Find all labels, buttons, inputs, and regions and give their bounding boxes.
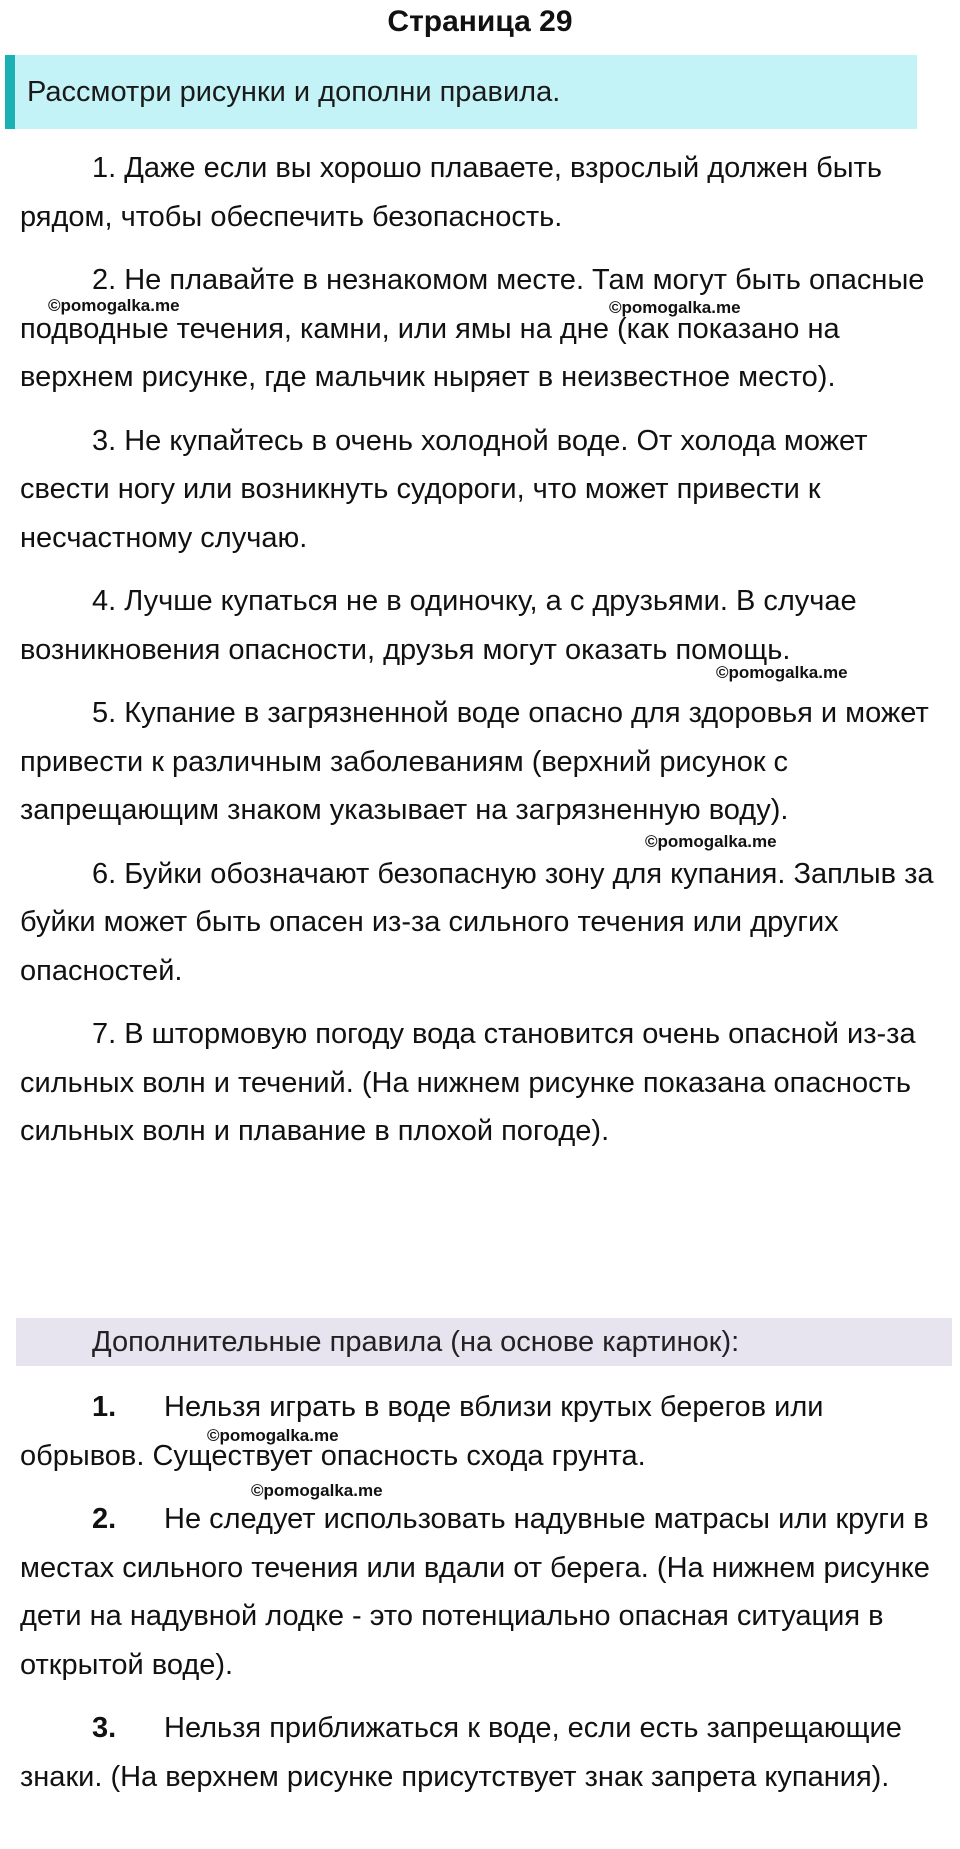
extra-rules-list (20, 1383, 950, 1816)
rule-4: 4. Лучше купаться не в одиночку, а с друзьями. В случае возникновения опасности, друзья могут оказать помощь. (20, 585, 857, 666)
rule-3: 3. Не купайтесь в очень холодной воде. От холода может свести ногу или возникнуть судороги, что может привести к несчастному случаю. (20, 424, 868, 554)
extra-rules-heading (16, 1318, 952, 1366)
watermark: ©pomogalka.me (645, 832, 777, 851)
extra-rule-text: Нельзя приближаться к воде, если есть запрещающие знаки. (На верхнем рисунке присутствует знак запрета купания). (20, 1712, 902, 1793)
watermark: ©pomogalka.me (251, 1481, 383, 1500)
watermark: ©pomogalka.me (716, 663, 848, 682)
task-text: Рассмотри рисунки и дополни правила. (27, 76, 561, 108)
watermark: ©pomogalka.me (609, 298, 741, 317)
rule-7: 7. В штормовую погоду вода становится очень опасной из-за сильных волн и течений. (На нижнем рисунке показана опасность сильных волн и плавание в плохой погоде). (20, 1018, 916, 1147)
extra-rules-heading-text: Дополнительные правила (на основе картинок): (92, 1326, 740, 1358)
extra-rule-1 (20, 1383, 950, 1480)
page-title: Страница 29 (387, 5, 573, 38)
watermark: ©pomogalka.me (48, 296, 180, 315)
extra-rule-3 (20, 1704, 950, 1801)
rule-6: 6. Буйки обозначают безопасную зону для купания. Заплыв за буйки может быть опасен из-за сильного течения или других опасностей. (20, 857, 934, 987)
extra-rule-text: Не следует использовать надувные матрасы или круги в местах сильного течения или вдали от берега. (На нижнем рисунке дети на надувной лодке - это потенциально опасная ситуация в открытой воде). (20, 1503, 930, 1681)
extra-rule-number: 3. (92, 1712, 117, 1744)
rule-1: 1. Даже если вы хорошо плаваете, взрослый должен быть рядом, чтобы обеспечить безопасность. (20, 152, 882, 233)
rule-5: 5. Купание в загрязненной воде опасно для здоровья и может привести к различным заболеваниям (верхний рисунок с запрещающим знаком указывает на загрязненную воду). (20, 697, 929, 826)
extra-rule-text: Нельзя играть в воде вблизи крутых берегов или обрывов. Существует опасность схода грунта. (20, 1391, 824, 1472)
task-banner (5, 55, 917, 129)
rule-2: 2. Не плавайте в незнакомом месте. Там могут быть опасные подводные течения, камни, или ямы на дне (как показано на верхнем рисунке, где мальчик ныряет в неизвестное место). (20, 264, 925, 393)
extra-rule-2 (20, 1495, 950, 1689)
extra-rule-number: 2. (92, 1503, 117, 1535)
extra-rule-number: 1. (92, 1391, 117, 1423)
watermark: ©pomogalka.me (207, 1426, 339, 1445)
